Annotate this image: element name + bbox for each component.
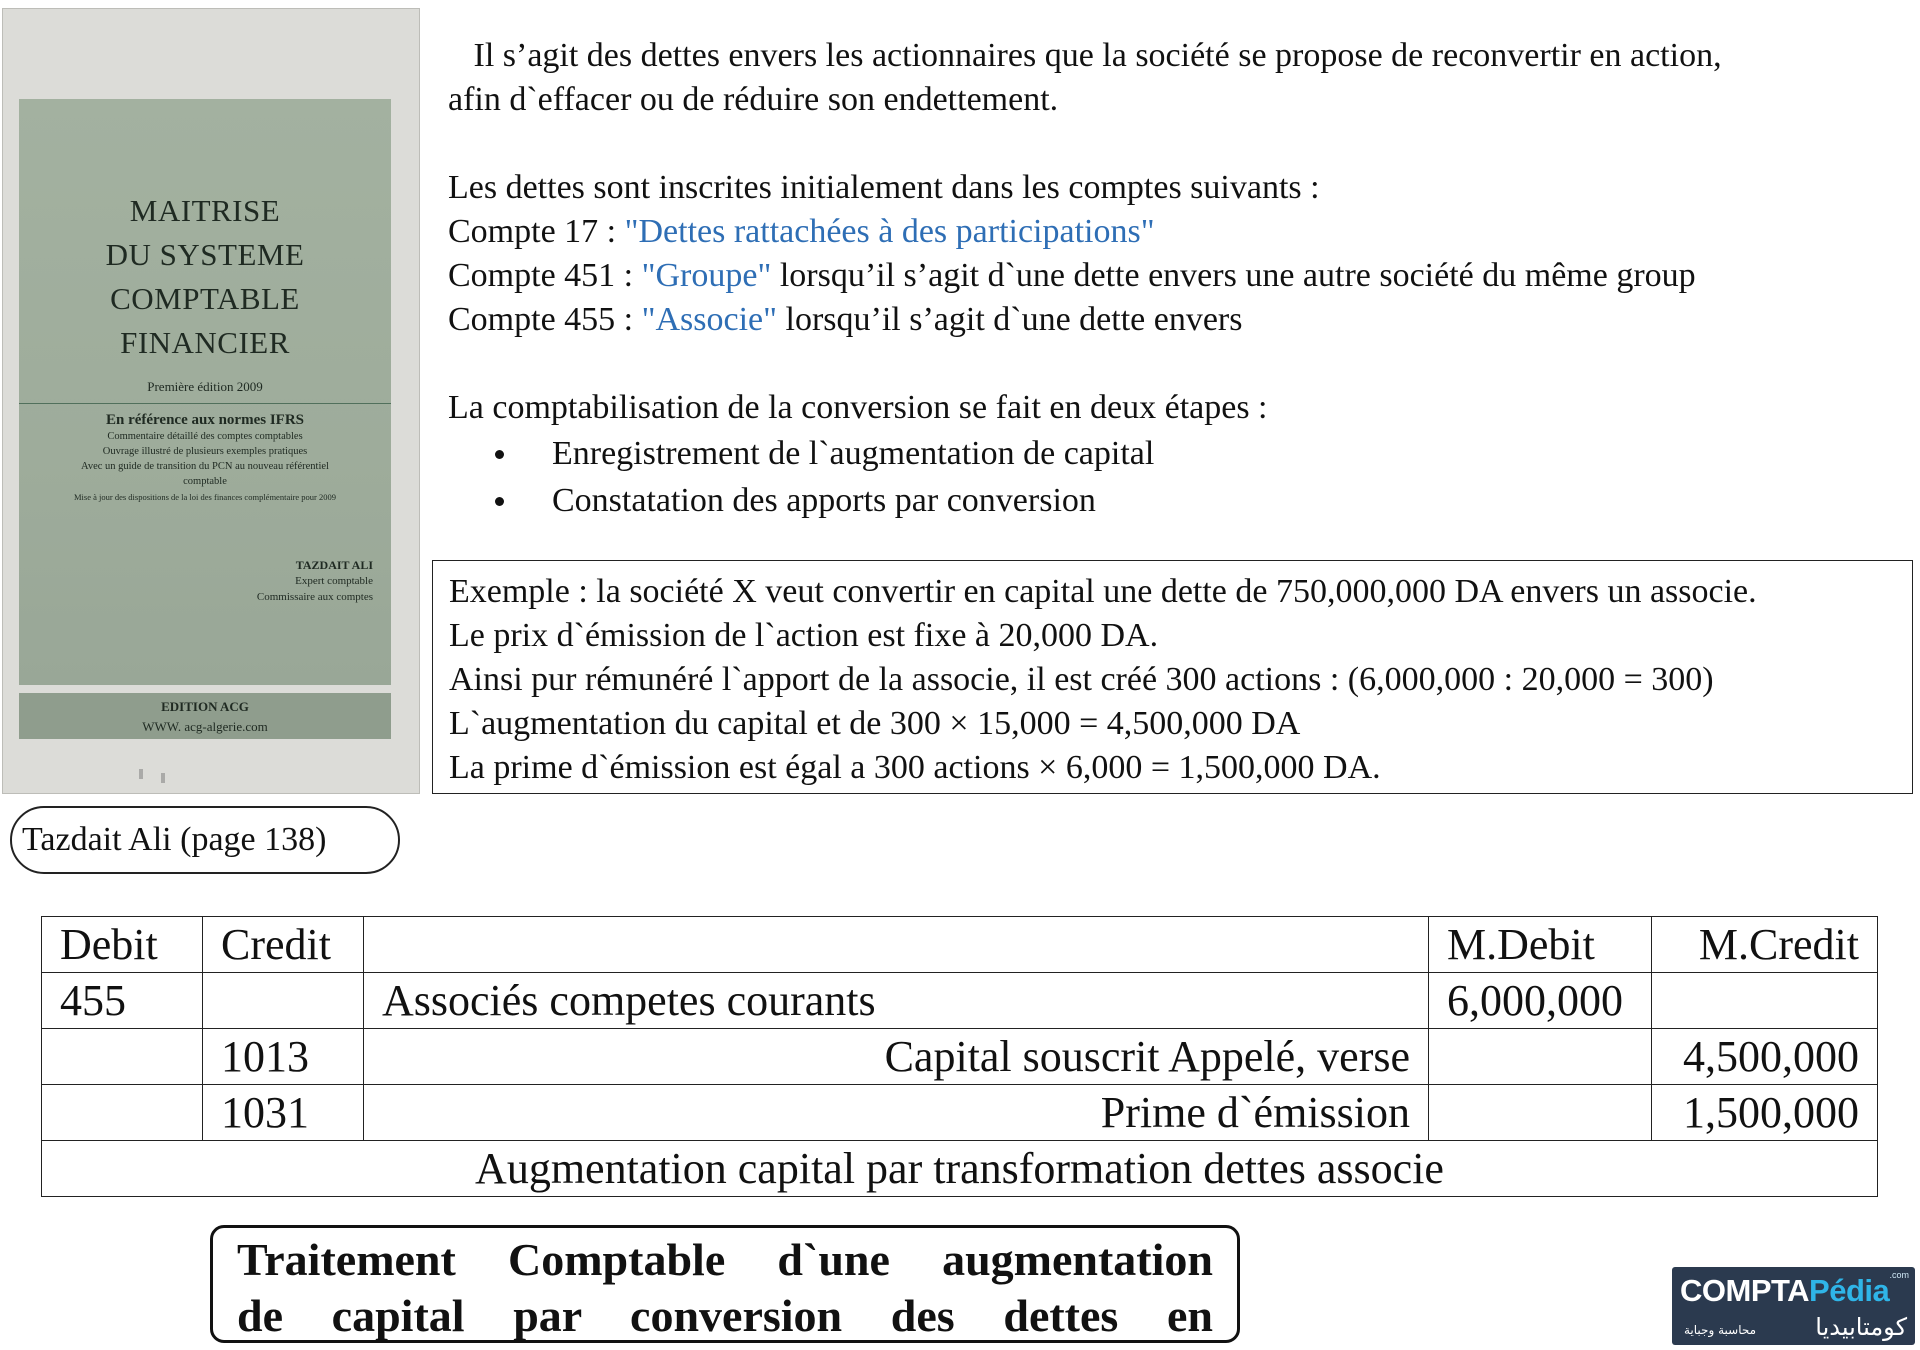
- intro-line: [448, 34, 1918, 78]
- steps-heading: La comptabilisation de la conversion se fait en deux étapes :: [448, 389, 1268, 426]
- account-suffix: lorsqu’il s’agit d`une dette envers une autre société du même group: [771, 257, 1696, 294]
- cell-debit-account: 455: [42, 973, 203, 1029]
- account-line: [448, 254, 1918, 298]
- cell-label: Prime d`émission: [364, 1085, 1429, 1141]
- section-title-box: [210, 1225, 1240, 1343]
- header-m-debit: M.Debit: [1429, 917, 1652, 973]
- book-cover: [19, 99, 391, 734]
- account-name: "Associe": [641, 301, 778, 338]
- cell-debit-account: [42, 1029, 203, 1085]
- book-author-role: Expert comptable: [295, 575, 373, 587]
- section-title-line: Traitement Comptable d`une augmentation: [237, 1234, 1213, 1285]
- book-author-role: Commissaire aux comptes: [256, 591, 373, 603]
- account-prefix: Compte 455 :: [448, 301, 642, 338]
- header-debit: Debit: [42, 917, 203, 973]
- cell-m-debit: 6,000,000: [1429, 973, 1652, 1029]
- publisher-name: EDITION ACG: [161, 699, 249, 714]
- list-item-text: Enregistrement de l`augmentation de capital: [552, 435, 1155, 472]
- book-edition: Première édition 2009: [147, 379, 263, 394]
- book-description-line: Avec un guide de transition du PCN au nouveau référentiel: [81, 461, 329, 472]
- accounts-heading: Les dettes sont inscrites initialement dans les comptes suivants :: [448, 169, 1320, 206]
- intro-line: afin d`effacer ou de réduire son endettement.: [448, 81, 1059, 118]
- book-title: [19, 189, 391, 365]
- table-row: [42, 1029, 1878, 1085]
- publisher-website: WWW. acg-algerie.com: [142, 719, 268, 734]
- book-author: TAZDAIT ALI: [295, 558, 373, 572]
- scan-mark: [161, 773, 165, 783]
- spacer: [448, 342, 1918, 386]
- spacer: [448, 122, 1918, 166]
- book-title-line: MAITRISE: [129, 193, 281, 228]
- account-name: "Dettes rattachées à des participations": [624, 213, 1155, 250]
- table-header-row: [42, 917, 1878, 973]
- bullet-icon: [495, 497, 504, 506]
- book-cover-photo: [2, 8, 420, 794]
- example-line: L`augmentation du capital et de 300 × 15,000 = 4,500,000 DA: [449, 705, 1301, 742]
- comptapedia-logo: [1672, 1267, 1915, 1345]
- intro-line-text: Il s’agit des dettes envers les actionnaires que la société se propose de reconvertir en action,: [473, 37, 1722, 74]
- book-author-block: [257, 557, 373, 605]
- book-title-line: FINANCIER: [120, 325, 290, 360]
- example-line: La prime d`émission est égal a 300 actions × 6,000 = 1,500,000 DA.: [449, 749, 1381, 786]
- account-line: [448, 210, 1918, 254]
- list-item: [448, 430, 1918, 477]
- account-suffix: lorsqu’il s’agit d`une dette envers: [777, 301, 1243, 338]
- bullet-icon: [495, 450, 504, 459]
- book-description-line: Commentaire détaillé des comptes comptables: [107, 431, 303, 442]
- book-update-note: Mise à jour des dispositions de la loi des finances complémentaire pour 2009: [73, 492, 337, 502]
- logo-arabic-tagline: محاسبة وجباية: [1684, 1323, 1757, 1337]
- cell-credit-account: [203, 973, 364, 1029]
- logo-wordmark: [1680, 1273, 1889, 1309]
- book-reference: En référence aux normes IFRS: [105, 412, 305, 428]
- cell-m-debit: [1429, 1085, 1652, 1141]
- cell-m-debit: [1429, 1029, 1652, 1085]
- logo-wordmark-accent: Pédia: [1809, 1273, 1890, 1308]
- logo-domain: .com: [1889, 1270, 1909, 1280]
- header-m-credit: M.Credit: [1652, 917, 1878, 973]
- example-line: Exemple : la société X veut convertir en capital une dette de 750,000,000 DA envers un associe.: [449, 573, 1757, 610]
- cell-m-credit: 1,500,000: [1652, 1085, 1878, 1141]
- cell-m-credit: [1652, 973, 1878, 1029]
- source-caption: Tazdait Ali (page 138): [10, 806, 400, 874]
- scan-mark: [139, 769, 143, 779]
- book-description-line: Ouvrage illustré de plusieurs exemples pratiques: [102, 446, 308, 457]
- example-line: Ainsi pur rémunéré l`apport de la associe, il est créé 300 actions : (6,000,000 : 20,000 = 300): [449, 661, 1714, 698]
- logo-arabic: كومتابيديا: [1815, 1313, 1907, 1341]
- account-prefix: Compte 451 :: [448, 257, 642, 294]
- explanation-text: [448, 34, 1918, 524]
- book-description-line: comptable: [183, 476, 227, 487]
- example-line: Le prix d`émission de l`action est fixe à 20,000 DA.: [449, 617, 1159, 654]
- entry-description: Augmentation capital par transformation dettes associe: [42, 1141, 1878, 1197]
- example-box: [432, 560, 1913, 794]
- header-credit: Credit: [203, 917, 364, 973]
- logo-wordmark-main: COMPTA: [1680, 1273, 1810, 1308]
- section-title-line: de capital par conversion des dettes en: [237, 1290, 1213, 1341]
- cell-m-credit: 4,500,000: [1652, 1029, 1878, 1085]
- journal-entry-table: [41, 916, 1878, 1197]
- account-name: "Groupe": [641, 257, 772, 294]
- publisher-band: [19, 693, 391, 739]
- book-description: [19, 429, 391, 489]
- cell-credit-account: 1013: [203, 1029, 364, 1085]
- cell-label: Capital souscrit Appelé, verse: [364, 1029, 1429, 1085]
- list-item-text: Constatation des apports par conversion: [552, 482, 1096, 519]
- table-footer-row: [42, 1141, 1878, 1197]
- account-prefix: Compte 17 :: [448, 213, 625, 250]
- account-line: [448, 298, 1918, 342]
- cell-debit-account: [42, 1085, 203, 1141]
- table-row: [42, 1085, 1878, 1141]
- cell-credit-account: 1031: [203, 1085, 364, 1141]
- cover-divider: [19, 403, 391, 404]
- book-title-line: DU SYSTEME: [105, 237, 305, 272]
- cell-label: Associés competes courants: [364, 973, 1429, 1029]
- header-label: [364, 917, 1429, 973]
- list-item: [448, 477, 1918, 524]
- book-title-line: COMPTABLE: [110, 281, 300, 316]
- table-row: [42, 973, 1878, 1029]
- steps-list: [448, 430, 1918, 524]
